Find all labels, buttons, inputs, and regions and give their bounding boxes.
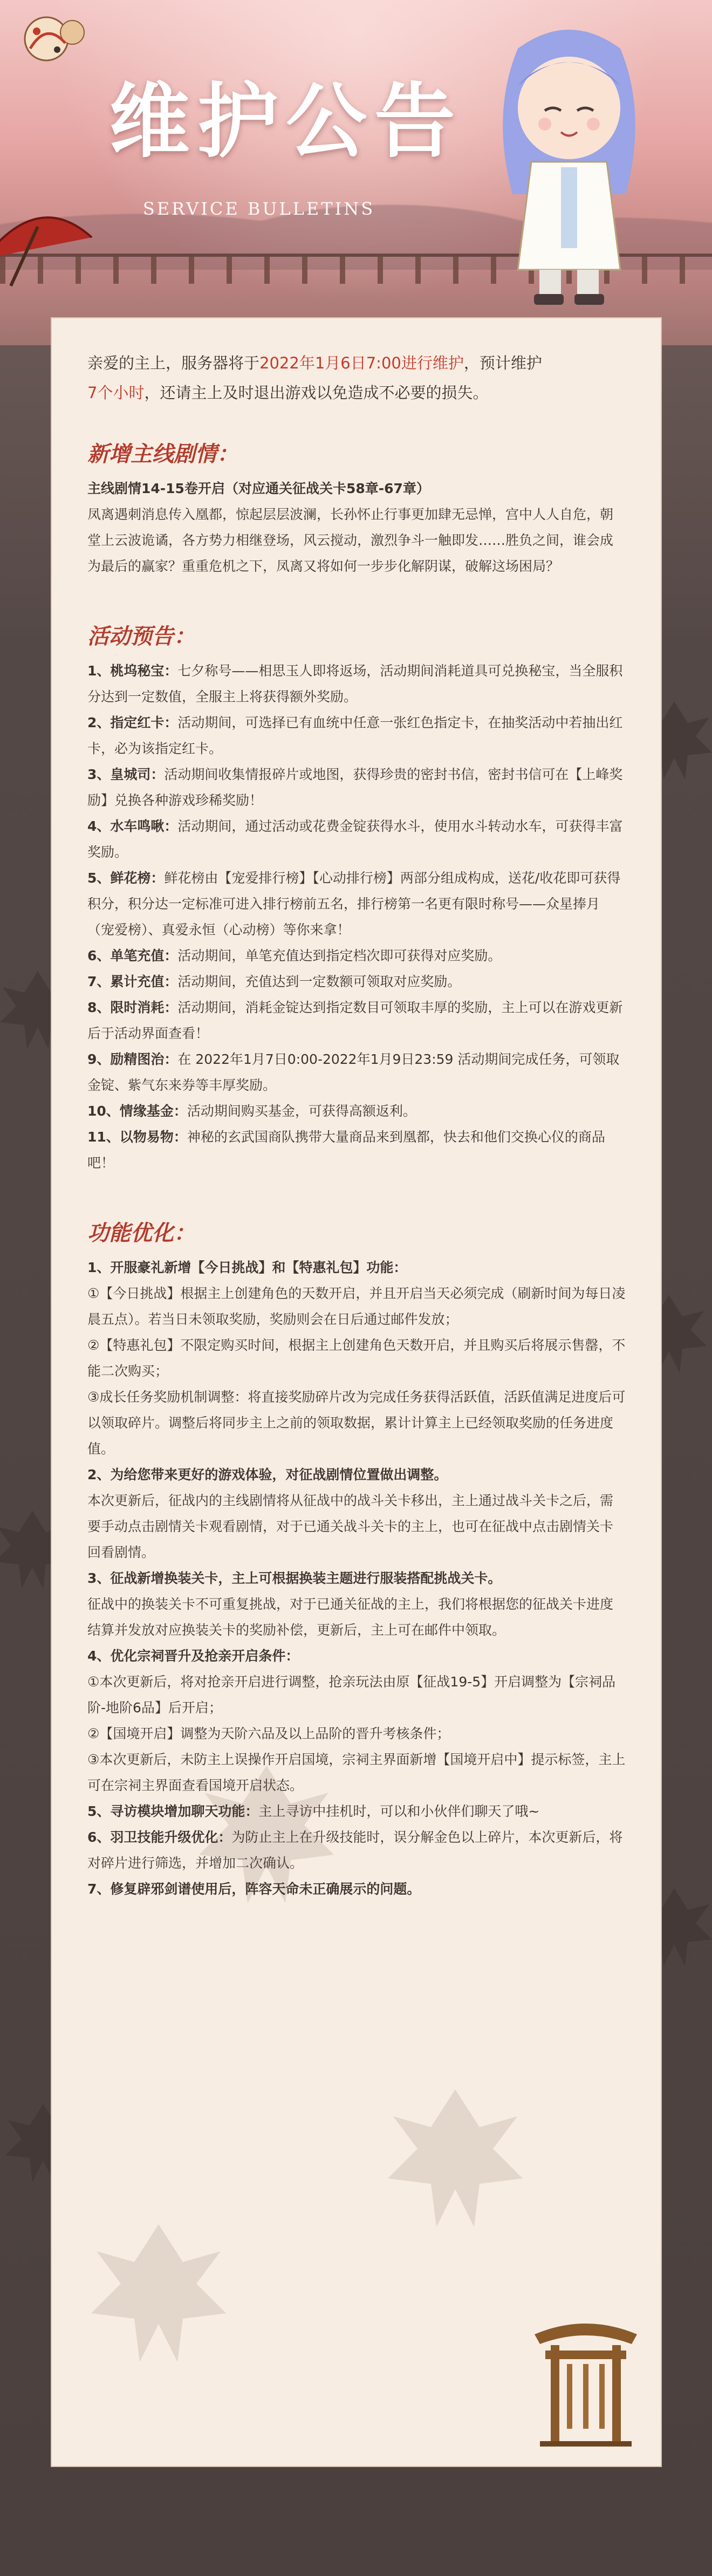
page-title: 维护公告: [108, 74, 463, 169]
feature-line: ③成长任务奖励机制调整：将直接奖励碎片改为完成任务获得活跃值，活跃值满足进度后可以领取碎片。调整后将同步主上之前的领取数据，累计计算主上已经领取奖励的任务进度值。: [87, 1389, 626, 1457]
story-body: 凤离遇刺消息传入凰都，惊起层层波澜，长孙怀止行事更加肆无忌惮，宫中人人自危，朝堂上云波诡谲，各方势力相继登场，风云搅动，激烈争斗一触即发……胜负之间，谁会成为最后的赢家？重重危机之下，凤离又将如何一步步化解阴谋，破解这场困局？: [87, 507, 614, 574]
event-label: 鲜花榜：: [110, 870, 165, 886]
feature-line: ②【特惠礼包】不限定购买时间，根据主上创建角色天数开启，并且购买后将展示售罄，不能二次购买；: [87, 1337, 626, 1379]
event-number: 1、: [87, 663, 111, 679]
event-item: [87, 1124, 626, 1176]
event-text: 活动期间，单笔充值达到指定档次即可获得对应奖励。: [177, 948, 502, 964]
bulletin-paper: [51, 317, 662, 2467]
event-item: [87, 1098, 626, 1124]
feature-line: 征战中的换装关卡不可重复挑战，对于已通关征战的主上，我们将根据您的征战关卡进度结算并发放对应换装关卡的奖励补偿，更新后，主上可在邮件中领取。: [87, 1596, 614, 1638]
event-text: 活动期间，消耗金锭达到指定数目可领取丰厚的奖励，主上可以在游戏更新后于活动界面查看！: [87, 1000, 623, 1041]
event-label: 累计充值：: [110, 974, 178, 989]
feature-heading: 7、修复辟邪剑谱使用后，阵容天命未正确展示的问题。: [87, 1881, 421, 1897]
event-number: 6、: [87, 948, 111, 964]
event-label: 励精图治：: [110, 1051, 178, 1067]
umbrella-icon: [0, 194, 97, 291]
event-number: 10、: [87, 1103, 120, 1119]
event-number: 3、: [87, 767, 111, 782]
event-text: 七夕称号——相思玉人即将返场，活动期间消耗道具可兑换秘宝，当全服积分达到一定数值，全服主上将获得额外奖励。: [87, 663, 623, 705]
chibi-character-illustration: [480, 16, 658, 318]
event-item: [87, 943, 626, 969]
event-item: [87, 814, 626, 865]
section-title-events: 活动预告：: [87, 624, 195, 649]
event-label: 以物易物：: [119, 1129, 187, 1145]
event-label: 指定红卡：: [110, 715, 178, 730]
event-item: [87, 762, 626, 814]
feature-heading: 5、寻访模块增加聊天功能：: [87, 1803, 259, 1819]
feature-line: ③本次更新后，未防主上误操作开启国境，宗祠主界面新增【国境开启中】提示标签，主上可在宗祠主界面查看国境开启状态。: [87, 1752, 626, 1793]
event-number: 9、: [87, 1051, 111, 1067]
event-item: [87, 710, 626, 762]
story-subtitle: 主线剧情14-15卷开启（对应通关征战关卡58章-67章）: [87, 481, 430, 496]
bulletin-content: [87, 349, 626, 1902]
section-title-story: 新增主线剧情：: [87, 441, 238, 467]
event-item: [87, 658, 626, 710]
page-subtitle: SERVICE BULLETINS: [142, 199, 375, 219]
maintenance-intro: [87, 349, 626, 408]
event-item: [87, 1047, 626, 1098]
feature-inline: 为防止主上在升级技能时，误分解金色以上碎片，本次更新后，将对碎片进行筛选，并增加二次确认。: [87, 1829, 623, 1871]
intro-text-3: ，还请主上及时退出游戏以免造成不必要的损失。: [144, 384, 489, 402]
event-label: 皇城司：: [110, 767, 165, 782]
event-number: 7、: [87, 974, 111, 989]
feature-heading: 6、羽卫技能升级优化：: [87, 1829, 232, 1845]
section-title-features: 功能优化：: [87, 1220, 195, 1246]
game-logo: [14, 11, 95, 70]
event-number: 5、: [87, 870, 111, 886]
feature-line: 本次更新后，征战内的主线剧情将从征战中的战斗关卡移出，主上通过战斗关卡之后，需要手动点击剧情关卡观看剧情，对于已通关战斗关卡的主上，也可在征战中点击剧情关卡回看剧情。: [87, 1493, 614, 1560]
event-item: [87, 995, 626, 1047]
maintenance-time: 2022年1月6日7:00进行维护: [259, 354, 464, 372]
event-text: 鲜花榜由【宠爱排行榜】【心动排行榜】两部分组成构成，送花/收花即可获得积分，积分达一定标准可进入排行榜前五名，排行榜第一名更有限时称号——众星捧月（宠爱榜）、真爱永恒（心动榜）等你来拿！: [87, 870, 621, 938]
event-label: 限时消耗：: [110, 1000, 178, 1015]
feature-line: ②【国境开启】调整为天阶六品及以上品阶的晋升考核条件；: [87, 1726, 450, 1741]
event-text: 活动期间，充值达到一定数额可领取对应奖励。: [177, 974, 461, 989]
feature-heading: 3、征战新增换装关卡，主上可根据换装主题进行服装搭配挑战关卡。: [87, 1570, 502, 1586]
event-label: 情缘基金：: [119, 1103, 187, 1119]
event-number: 8、: [87, 1000, 111, 1015]
event-text: 神秘的玄武国商队携带大量商品来到凰都，快去和他们交换心仪的商品吧！: [87, 1129, 605, 1171]
feature-heading: 1、开服豪礼新增【今日挑战】和【特惠礼包】功能：: [87, 1260, 407, 1275]
feature-line: ①本次更新后，将对抢亲开启进行调整，抢亲玩法由原【征战19-5】开启调整为【宗祠品阶-地阶6品】后开启；: [87, 1674, 616, 1716]
event-text: 活动期间，通过活动或花费金锭获得水斗，使用水斗转动水车，可获得丰富奖励。: [87, 818, 623, 860]
intro-text-1: 亲爱的主上，服务器将于: [87, 354, 260, 372]
maintenance-duration: 7个小时: [87, 384, 145, 402]
feature-heading: 4、优化宗祠晋升及抢亲开启条件：: [87, 1648, 299, 1664]
event-text: 活动期间，可选择已有血统中任意一张红色指定卡，在抽奖活动中若抽出红卡，必为该指定红卡。: [87, 715, 623, 756]
pavilion-gate-icon: [529, 2313, 642, 2448]
event-text: 在 2022年1月7日0:00-2022年1月9日23:59 活动期间完成任务，可领取金锭、紫气东来券等丰厚奖励。: [87, 1051, 620, 1093]
event-number: 2、: [87, 715, 111, 730]
event-item: [87, 865, 626, 943]
event-list: [87, 658, 626, 1176]
feature-inline: 主上寻访中挂机时，可以和小伙伴们聊天了哦~: [258, 1803, 540, 1819]
feature-item: [87, 1825, 626, 1876]
event-label: 水车鸣啾：: [110, 818, 178, 834]
event-text: 活动期间购买基金，可获得高额返利。: [187, 1103, 416, 1119]
feature-line: ①【今日挑战】根据主上创建角色的天数开启，并且开启当天必须完成（刷新时间为每日凌晨五点）。若当日未领取奖励，奖励则会在日后通过邮件发放；: [87, 1286, 626, 1327]
feature-list: [87, 1255, 626, 1902]
event-label: 单笔充值：: [110, 948, 178, 964]
event-number: 4、: [87, 818, 111, 834]
header-banner: [0, 0, 712, 345]
feature-heading: 2、为给您带来更好的游戏体验，对征战剧情位置做出调整。: [87, 1467, 448, 1482]
event-label: 桃坞秘宝：: [110, 663, 178, 679]
event-text: 活动期间收集情报碎片或地图，获得珍贵的密封书信，密封书信可在【上峰奖励】兑换各种游戏珍稀奖励！: [87, 767, 623, 808]
intro-text-2: ，预计维护: [463, 354, 542, 372]
event-item: [87, 969, 626, 995]
feature-item: [87, 1799, 626, 1825]
event-number: 11、: [87, 1129, 120, 1145]
